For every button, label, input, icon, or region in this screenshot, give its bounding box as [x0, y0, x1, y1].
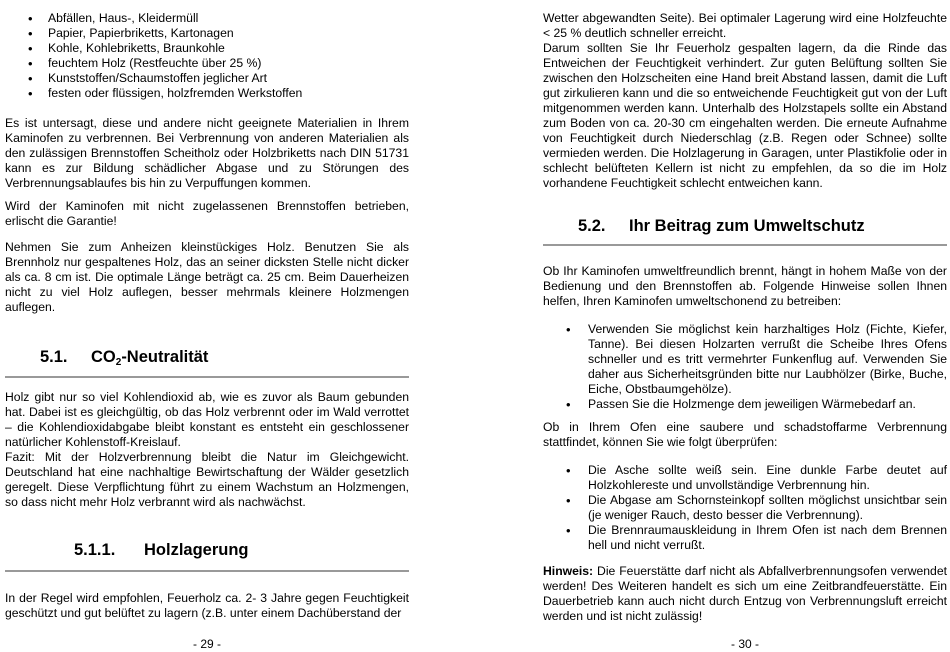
divider	[5, 570, 409, 572]
divider	[543, 244, 947, 246]
section-number: 5.2.	[578, 217, 606, 235]
divider	[5, 376, 409, 378]
list-item: • Passen Sie die Holzmenge dem jeweiligen Wärmebedarf an.	[566, 397, 916, 412]
section-number: 5.1.1.	[74, 541, 116, 559]
bullet-icon: •	[28, 56, 33, 71]
bullet-icon: •	[566, 397, 571, 412]
paragraph: Ob Ihr Kaminofen umweltfreundlich brennt, hängt in hohem Maße von der Bedienung und den Brennstoffen ab. Folgende Hinweise sollen Ihnen helfen, Ihren Kaminofen umweltschonend zu betreiben:	[543, 264, 947, 308]
warranty-paragraph: Wird der Kaminofen mit nicht zugelassenen Brennstoffen betrieben, erlischt die Garantie!	[5, 199, 409, 228]
section-title: Ihr Beitrag zum Umweltschutz	[629, 217, 865, 235]
list-item: • Kunststoffen/Schaumstoffen jeglicher Art	[28, 71, 268, 86]
section-number: 5.1.	[40, 348, 68, 366]
list-item: • feuchtem Holz (Restfeuchte über 25 %)	[28, 56, 262, 71]
paragraph: Ob in Ihrem Ofen eine saubere und schadstoffarme Verbrennung stattfindet, können Sie wie folgt überprüfen:	[543, 420, 947, 449]
list-item: • Kohle, Kohlebriketts, Braunkohle	[28, 41, 225, 56]
paragraph: Holz gibt nur so viel Kohlendioxid ab, wie es zuvor als Baum gebunden hat. Dabei ist es gleichgültig, ob das Holz verbrennt oder im Wald verrottet – die Kohlendioxidabgabe bleibt konstant es entsteht ein geschlossener natürlicher Kohlenstoff-Kreislauf.	[5, 390, 409, 449]
bullet-icon: •	[566, 523, 571, 538]
list-item: • festen oder flüssigen, holzfremden Werkstoffen	[28, 86, 303, 101]
paragraph: In der Regel wird empfohlen, Feuerholz ca. 2- 3 Jahre gegen Feuchtigkeit geschützt und gut belüftet zu lagern (z.B. unter einem Dachüberstand der	[5, 591, 409, 620]
list-item: • Verwenden Sie möglichst kein harzhaltiges Holz (Fichte, Kiefer, Tanne). Bei diesen Holzarten verrußt die Scheibe Ihres Ofens schneller und es tritt vermehrter Funkenflug auf. Verwenden Sie daher aus Sicherheitsgründen bitte nur Laubhölzer (Birke, Buche, Eiche, Obstbaumgehölze).	[566, 322, 947, 396]
bullet-icon: •	[566, 493, 571, 508]
page-number: - 29 -	[192, 637, 221, 651]
bullet-icon: •	[28, 41, 33, 56]
paragraph: Wetter abgewandten Seite). Bei optimaler Lagerung wird eine Holzfeuchte < 25 % deutlich schneller erreicht.	[543, 11, 947, 40]
list-item: • Die Brennraumauskleidung in Ihrem Ofen ist nach dem Brennen hell und nicht verrußt.	[566, 523, 947, 552]
list-item: • Abfällen, Haus-, Kleidermüll	[28, 11, 199, 26]
list-item: • Die Asche sollte weiß sein. Eine dunkle Farbe deutet auf Holzkohlereste und unvollständige Verbrennung hin.	[566, 463, 947, 492]
list-item: • Die Abgase am Schornsteinkopf sollten möglichst unsichtbar sein (je weniger Rauch, desto besser die Verbrennung).	[566, 493, 947, 522]
bullet-icon: •	[28, 71, 33, 86]
bullet-icon: •	[28, 26, 33, 41]
eco-tips-list	[543, 322, 947, 412]
paragraph: Fazit: Mit der Holzverbrennung bleibt die Natur im Gleichgewicht. Deutschland hat eine nachhaltige Bewirtschaftung der Wälder gesetzlich geregelt. Diese Verpflichtung führt zu einem Wachstum an Holzmengen, so dass nicht mehr Holz verbrannt wird als nachwächst.	[5, 450, 409, 509]
page-number: - 30 -	[730, 637, 759, 651]
bullet-icon: •	[566, 322, 571, 337]
hint-label: Hinweis:	[543, 564, 594, 578]
section-title: Holzlagerung	[144, 541, 249, 559]
section-title: $CO_2$-Neutralität	[91, 348, 209, 368]
hint-paragraph: Hinweis: Die Feuerstätte darf nicht als Abfallverbrennungsofen verwendet werden! Des Weiteren handelt es sich um eine Zeitbrandfeuerstätte. Ein Dauerbetrieb kann auch nicht durch Entzug von Verbrennungsluft erreicht werden und ist nicht zulässig!	[543, 564, 947, 623]
list-item: • Papier, Papierbriketts, Kartonagen	[28, 26, 234, 41]
bullet-icon: •	[28, 86, 33, 101]
combustion-check-list	[543, 463, 947, 553]
paragraph: Nehmen Sie zum Anheizen kleinstückiges Holz. Benutzen Sie als Brennholz nur gespaltenes Holz, das an seiner dicksten Stelle nicht dicker als ca. 8 cm ist. Die optimale Länge beträgt ca. 25 cm. Beim Dauerheizen nicht zu viel Holz auflegen, besser mehrmals kleinere Holzmengen auflegen.	[5, 240, 409, 314]
bullet-icon: •	[28, 11, 33, 26]
fuel-prohibited-list	[5, 11, 409, 101]
paragraph: Darum sollten Sie Ihr Feuerholz gespalten lagern, da die Rinde das Entweichen der Feuchtigkeit verhindert. Zur guten Belüftung sollten Sie zwischen den Holzscheiten eine Hand breit Abstand lassen, damit die Luft gut zirkulieren kann und die so entweichende Feuchtigkeit gut von der Luft mitgenommen werden kann. Unterhalb des Holzstapels sollte ein Abstand zum Boden von ca. 20-30 cm eingehalten werden. Die erneute Aufnahme von Feuchtigkeit durch Niederschlag (z.B. Regen oder Schnee) sollte vermieden werden. Die Holzlagerung in Garagen, unter Plastikfolie oder in schlecht belüfteten Kellern ist nicht zu empfehlen, da so die im Holz vorhandene Feuchtigkeit schlecht entweichen kann.	[543, 41, 947, 190]
bullet-icon: •	[566, 463, 571, 478]
paragraph: Es ist untersagt, diese und andere nicht geeignete Materialien in Ihrem Kaminofen zu verbrennen. Bei Verbrennung von anderen Materialien als den zulässigen Brennstoffen Scheitholz oder Holzbriketts nach DIN 51731 kann es zur Bildung schädlicher Abgase und zu Störungen des Verbrennungsablaufes bis hin zu Verpuffungen kommen.	[5, 116, 409, 190]
